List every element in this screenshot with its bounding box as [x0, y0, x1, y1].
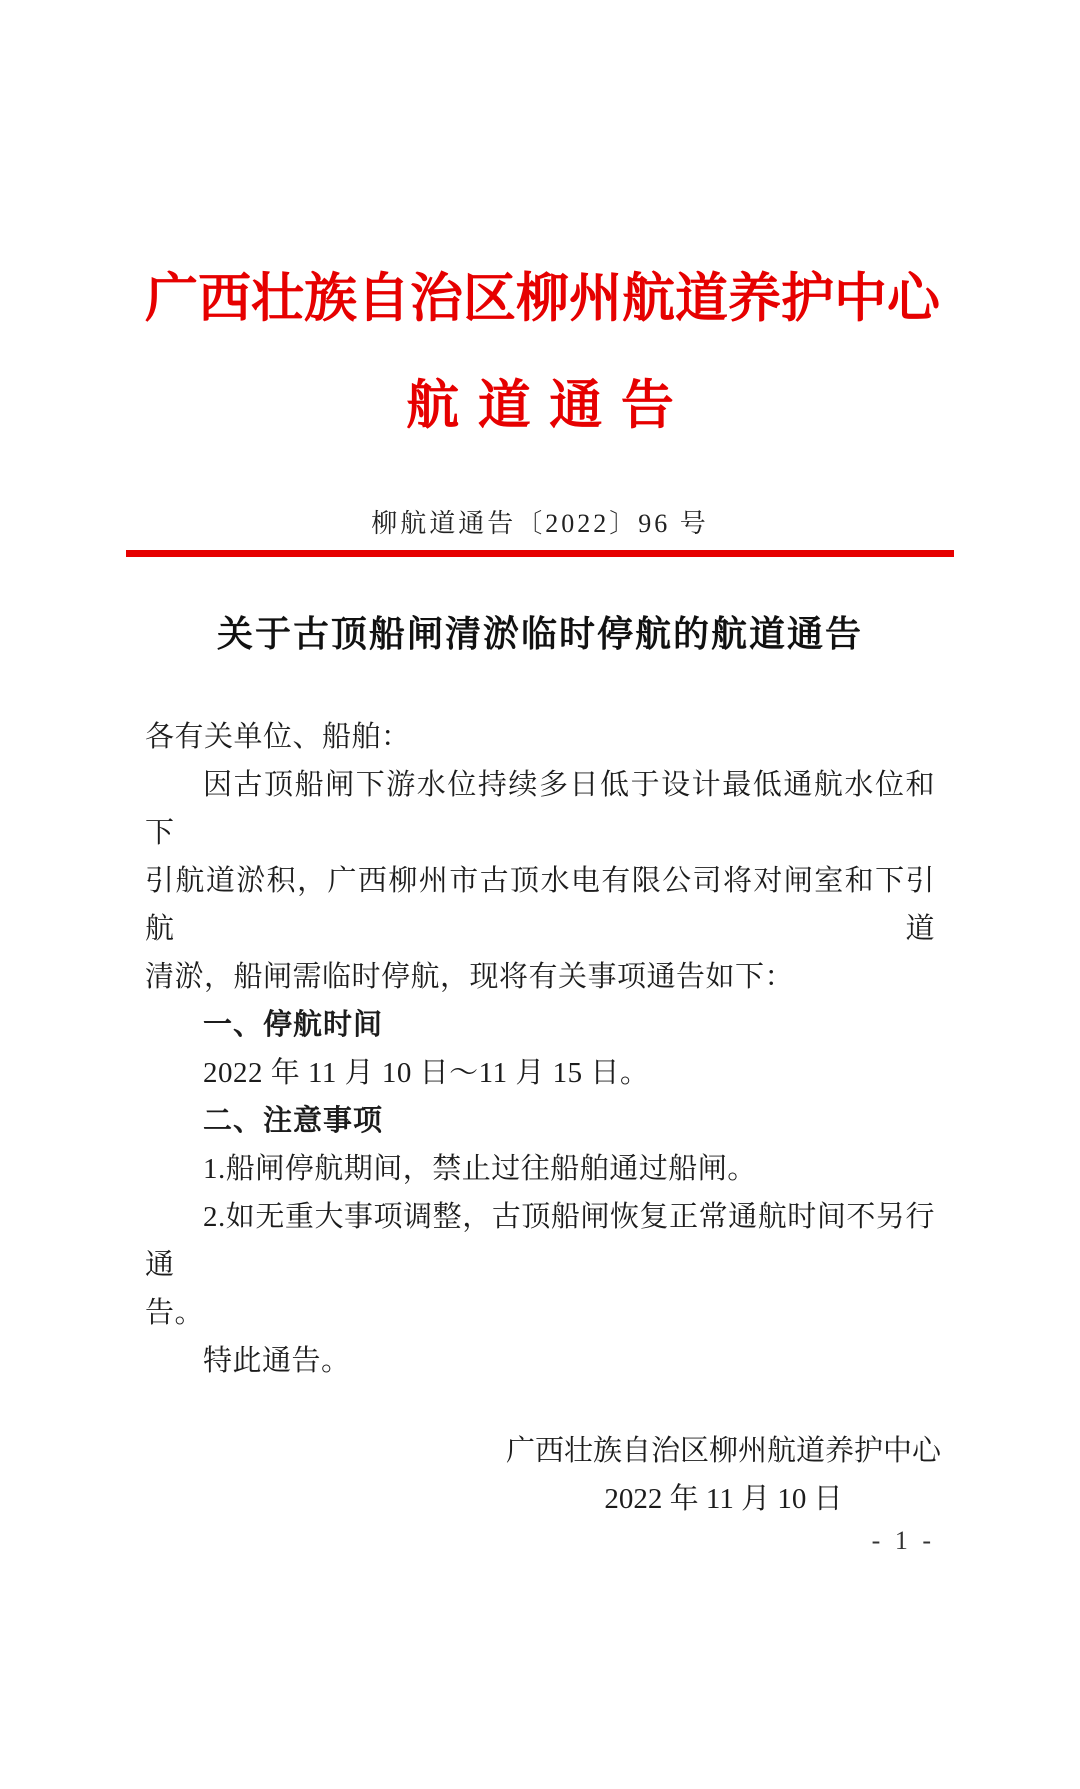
document-number: 柳航道通告〔2022〕96 号: [371, 509, 709, 538]
body-line: 告。: [145, 1297, 205, 1329]
body-line-salutation: 各有关单位、船舶：: [145, 721, 411, 753]
signature-date: 2022 年 11 月 10 日: [604, 1483, 843, 1515]
body-line: 引航道淤积，广西柳州市古顶水电有限公司将对闸室和下引航道: [145, 865, 935, 945]
document-header: [145, 262, 940, 557]
page-number: - 1 -: [871, 1526, 935, 1555]
body-line: 因古顶船闸下游水位持续多日低于设计最低通航水位和下: [145, 769, 935, 849]
section-heading-2: 二、注意事项: [203, 1105, 384, 1137]
body-line-closing: 特此通告。: [203, 1345, 351, 1377]
body-line-item-1: 1.船闸停航期间，禁止过往船舶通过船闸。: [203, 1153, 757, 1185]
signature-org: 广西壮族自治区柳州航道养护中心: [505, 1435, 941, 1467]
notice-body: [145, 713, 935, 1385]
section-heading-1: 一、停航时间: [203, 1009, 384, 1041]
body-line: 清淤，船闸需临时停航，现将有关事项通告如下：: [145, 961, 795, 993]
notice-content: [145, 605, 941, 1555]
body-line-dates: 2022 年 11 月 10 日～11 月 15 日。: [203, 1057, 650, 1089]
red-divider-rule: [126, 550, 954, 557]
document-title-line2: 航道通告: [406, 377, 693, 435]
document-title-line1: 广西壮族自治区柳州航道养护中心: [145, 270, 940, 328]
body-line-item-2: 2.如无重大事项调整，古顶船闸恢复正常通航时间不另行通: [145, 1201, 935, 1281]
signature-block: [506, 1427, 941, 1523]
document-page: [0, 262, 1080, 1789]
notice-title: 关于古顶船闸清淤临时停航的航道通告: [216, 614, 863, 654]
